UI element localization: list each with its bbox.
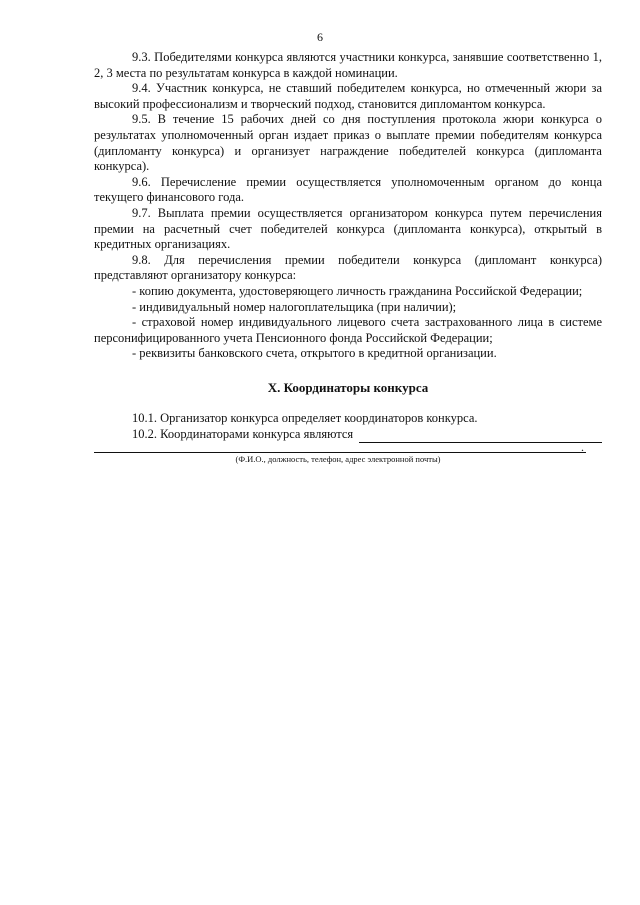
paragraph-9-6: 9.6. Перечисление премии осуществляется уполномоченным органом до конца текущего финансового года.	[94, 174, 602, 205]
coordinators-blank-line-2	[94, 452, 586, 453]
paragraph-10-1: 10.1. Организатор конкурса определяет координаторов конкурса.	[132, 411, 478, 426]
paragraph-9-5: 9.5. В течение 15 рабочих дней со дня поступления протокола жюри конкурса о результатах уполномоченный орган издает приказ о выплате премии победителям конкурса (дипломанту конкурса) и организует награждение победителей конкурса (дипломанта конкурса).	[94, 112, 602, 174]
paragraph-10-2-row	[94, 427, 602, 443]
line-end-mark: .	[581, 439, 584, 454]
list-item-inn: - индивидуальный номер налогоплательщика (при наличии);	[132, 299, 457, 314]
coordinators-blank-line	[359, 431, 602, 443]
field-caption: (Ф.И.О., должность, телефон, адрес электронной почты)	[235, 453, 441, 464]
paragraph-9-7: 9.7. Выплата премии осуществляется организатором конкурса путем перечисления премии на расчетный счет победителей конкурса (дипломанта конкурса), открытый в кредитных организациях.	[94, 205, 602, 252]
list-item-bank-details: - реквизиты банковского счета, открытого в кредитной организации.	[132, 346, 497, 361]
paragraph-9-3: 9.3. Победителями конкурса являются участники конкурса, занявшие соответственно 1, 2, 3 места по результатам конкурса в каждой номинации.	[94, 50, 602, 80]
section-heading: X. Координаторы конкурса	[267, 379, 429, 395]
list-item-snils: - страховой номер индивидуального лицевого счета застрахованного лица в системе персонифицированного учета Пенсионного фонда Российской Федерации;	[94, 315, 602, 345]
list-item-passport: - копию документа, удостоверяющего личность гражданина Российской Федерации;	[132, 283, 583, 298]
paragraph-9-8: 9.8. Для перечисления премии победители конкурса (дипломант конкурса) представляют организатору конкурса:	[94, 252, 602, 283]
coordinators-blank-wrap	[94, 439, 602, 454]
paragraph-9-4: 9.4. Участник конкурса, не ставший победителем конкурса, но отмеченный жюри за высокий профессионализм и творческий подход, становится дипломантом конкурса.	[94, 81, 602, 111]
paragraph-10-2: 10.2. Координаторами конкурса являются	[132, 427, 354, 442]
document-body	[94, 50, 602, 465]
page-number: 6	[317, 30, 323, 44]
